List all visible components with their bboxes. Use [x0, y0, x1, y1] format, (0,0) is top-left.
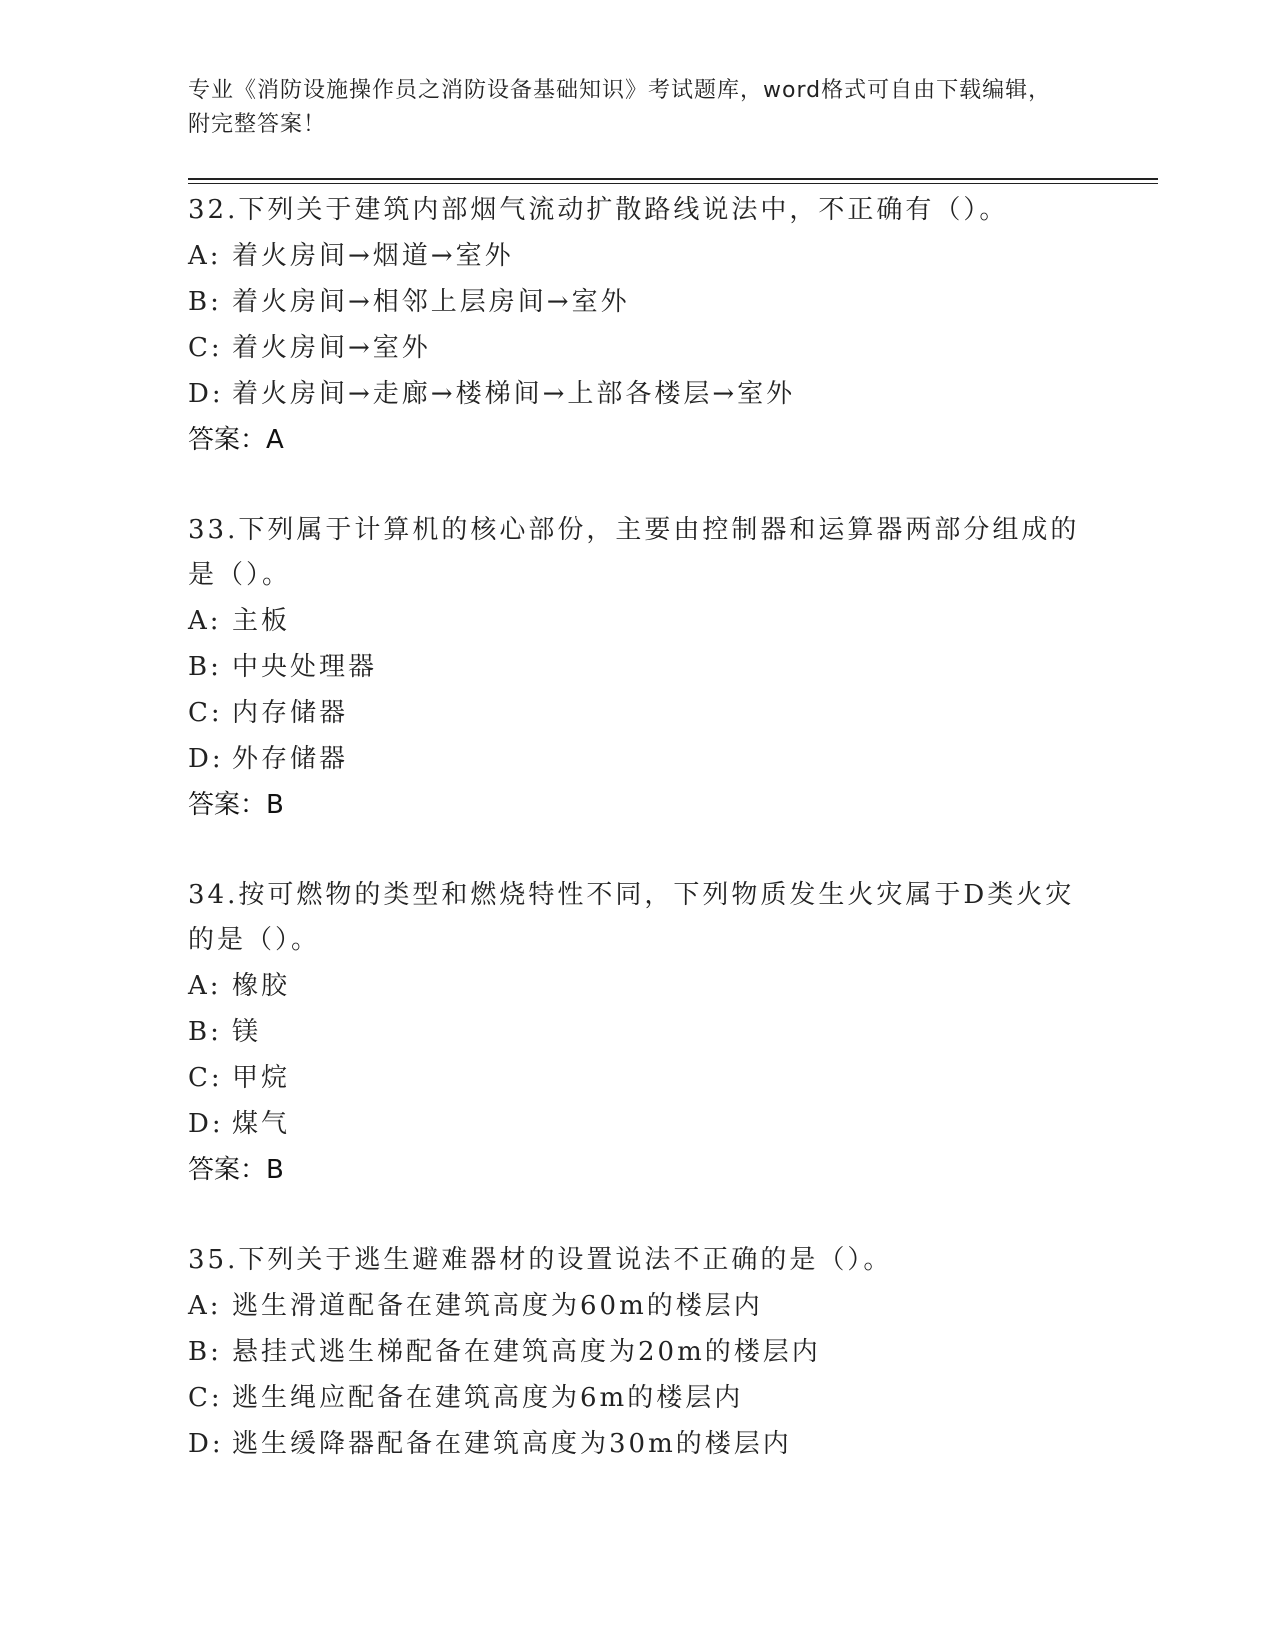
- option-a: [188, 233, 1088, 279]
- option-text: 逃生滑道配备在建筑高度为60m的楼层内: [232, 1291, 763, 1321]
- option-d: [188, 1101, 1088, 1147]
- header-note: 专业《消防设施操作员之消防设备基础知识》考试题库，word格式可自由下载编辑，附完整答案！: [188, 78, 1052, 137]
- option-key: B:: [188, 652, 222, 682]
- option-text: 悬挂式逃生梯配备在建筑高度为20m的楼层内: [232, 1337, 821, 1367]
- option-c: [188, 1375, 1088, 1421]
- question-stem: 33.下列属于计算机的核心部份，主要由控制器和运算器两部分组成的是（）。: [188, 515, 1080, 590]
- option-d: [188, 1421, 1088, 1467]
- option-text: 着火房间→室外: [232, 333, 431, 363]
- option-c: [188, 1055, 1088, 1101]
- option-text: 中央处理器: [232, 652, 378, 682]
- question-stem: 32.下列关于建筑内部烟气流动扩散路线说法中，不正确有（）。: [188, 195, 1009, 225]
- header-divider-thick: [188, 178, 1158, 180]
- option-key: A:: [188, 971, 222, 1001]
- option-key: D:: [188, 1109, 224, 1139]
- option-text: 着火房间→烟道→室外: [232, 241, 514, 271]
- option-key: C:: [188, 1383, 223, 1413]
- option-d: [188, 736, 1088, 782]
- option-text: 逃生缓降器配备在建筑高度为30m的楼层内: [232, 1429, 792, 1459]
- option-b: [188, 1329, 1088, 1375]
- option-key: B:: [188, 1337, 222, 1367]
- option-text: 煤气: [232, 1109, 291, 1139]
- option-text: 外存储器: [232, 744, 349, 774]
- option-b: [188, 644, 1088, 690]
- option-text: 主板: [232, 606, 291, 636]
- answer: 答案：B: [188, 1155, 284, 1185]
- question-33: [188, 508, 1088, 828]
- option-key: A:: [188, 1291, 222, 1321]
- option-d: [188, 371, 1088, 417]
- option-key: A:: [188, 241, 222, 271]
- option-text: 着火房间→走廊→楼梯间→上部各楼层→室外: [232, 379, 796, 409]
- option-key: C:: [188, 333, 223, 363]
- answer: 答案：B: [188, 790, 284, 820]
- question-32: [188, 188, 1088, 463]
- option-text: 镁: [232, 1017, 262, 1047]
- option-text: 着火房间→相邻上层房间→室外: [232, 287, 630, 317]
- question-34: [188, 873, 1088, 1193]
- question-stem: 35.下列关于逃生避难器材的设置说法不正确的是（）。: [188, 1245, 893, 1275]
- question-35: [188, 1238, 1088, 1467]
- option-key: D:: [188, 744, 224, 774]
- option-key: D:: [188, 1429, 224, 1459]
- option-text: 逃生绳应配备在建筑高度为6m的楼层内: [232, 1383, 744, 1413]
- option-key: B:: [188, 1017, 222, 1047]
- option-key: C:: [188, 1063, 223, 1093]
- option-text: 内存储器: [232, 698, 349, 728]
- option-b: [188, 1009, 1088, 1055]
- option-text: 橡胶: [232, 971, 291, 1001]
- option-a: [188, 598, 1088, 644]
- answer: 答案：A: [188, 425, 284, 455]
- option-c: [188, 325, 1088, 371]
- question-stem: 34.按可燃物的类型和燃烧特性不同，下列物质发生火灾属于D类火灾的是（）。: [188, 880, 1075, 955]
- option-key: A:: [188, 606, 222, 636]
- option-b: [188, 279, 1088, 325]
- option-key: D:: [188, 379, 224, 409]
- option-text: 甲烷: [232, 1063, 291, 1093]
- header-divider-thin: [188, 183, 1158, 184]
- option-c: [188, 690, 1088, 736]
- option-a: [188, 963, 1088, 1009]
- option-key: C:: [188, 698, 223, 728]
- option-key: B:: [188, 287, 222, 317]
- option-a: [188, 1283, 1088, 1329]
